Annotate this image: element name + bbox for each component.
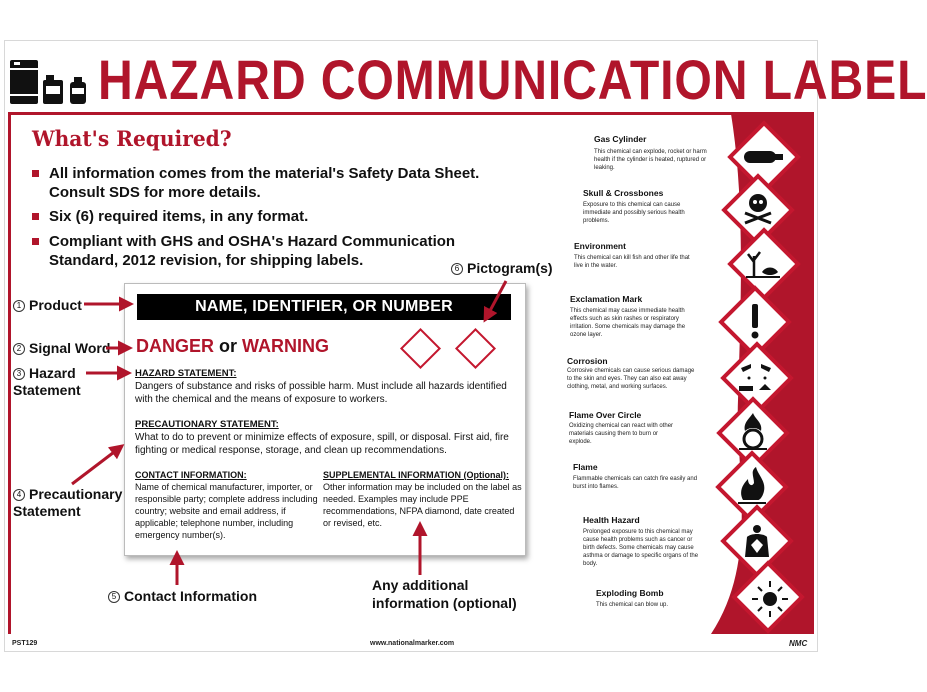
callout-text: Hazard Statement [13, 365, 81, 398]
callout-number: 6 [451, 263, 463, 275]
callout-number: 1 [13, 300, 25, 312]
callout-text: Pictogram(s) [467, 260, 553, 276]
callout-text: Product [29, 297, 82, 313]
pictogram-desc: Flammable chemicals can catch fire easily and burst into flames. [573, 476, 698, 490]
section-heading: What's Required? [32, 126, 232, 151]
callout-number: 3 [13, 368, 25, 380]
precaution-heading: PRECAUTIONARY STATEMENT: [135, 419, 279, 430]
health-hazard-icon [723, 507, 791, 575]
contact-heading: CONTACT INFORMATION: [135, 470, 247, 480]
pictogram-name: Flame [573, 462, 598, 472]
website-link: www.nationalmarker.com [370, 640, 455, 647]
callout-number: 4 [13, 489, 25, 501]
callout-additional: Any additional information (optional) [372, 577, 517, 611]
brand-logo: NMC [789, 639, 808, 648]
pictogram-name: Environment [574, 241, 626, 251]
callout-number: 2 [13, 343, 25, 355]
pictogram-name: Gas Cylinder [594, 134, 647, 144]
page-title: HAZARD COMMUNICATION LABEL [98, 48, 927, 111]
bullet-text: Six (6) required items, in any format. [49, 208, 309, 225]
pictogram-name: Flame Over Circle [569, 410, 642, 420]
contact-body: Name of chemical manufacturer, importer, or responsible party; complete address including country; website and email address, if applicable; telephone number, including emergency number(s). [135, 482, 318, 540]
pictogram-desc: Prolonged exposure to this chemical may cause health problems such as cancer or birth defects. Some chemicals may cause asthma or damage to specific organs of the body. [583, 529, 699, 567]
hazard-heading: HAZARD STATEMENT: [135, 368, 237, 379]
precaution-body: What to do to prevent or minimize effects of exposure, spill, or disposal. First aid, fire fighting or medical response, storage, and clean up recommendations. [135, 432, 509, 456]
callout-text: Contact Information [124, 588, 257, 604]
pictogram-desc: This chemical can explode, rocket or harm health if the cylinder is heated, ruptured or leaking. [594, 149, 707, 171]
pictogram-name: Health Hazard [583, 515, 640, 525]
pictogram-desc: This chemical can kill fish and other life that live in the water. [574, 255, 690, 269]
pictogram-name: Exclamation Mark [570, 294, 643, 304]
supplemental-body: Other information may be included on the label as needed. Examples may include PPE recommendations, NFPA diamond, date created or revised, etc. [323, 482, 522, 528]
supplemental-heading: SUPPLEMENTAL INFORMATION (Optional): [323, 470, 509, 480]
product-name-bar: NAME, IDENTIFIER, OR NUMBER [137, 294, 511, 320]
environment-icon [730, 230, 798, 298]
warning-text: WARNING [242, 336, 330, 356]
product-code: PST129 [12, 640, 38, 647]
callout-text: Precautionary Statement [13, 486, 123, 519]
bullet-text: Compliant with GHS and OSHA's Hazard Communication Standard, 2012 revision, for shipping labels. [49, 233, 456, 269]
pictogram-desc: Oxidizing chemical can react with other materials causing them to burn or explode. [569, 423, 674, 445]
pictogram-desc: Exposure to this chemical can cause immediate and possibly serious health problems. [583, 202, 685, 224]
pictogram-name: Exploding Bomb [596, 588, 664, 598]
callout-text: Signal Word [29, 340, 111, 356]
pictogram-desc: This chemical can blow up. [596, 602, 669, 608]
hazard-body: Dangers of substance and risks of possible harm. Must include all hazards identified with the chemical and the means of exposure to workers. [135, 381, 507, 405]
exploding-bomb-icon [734, 563, 802, 631]
callout-number: 5 [108, 591, 120, 603]
pictogram-desc: Corrosive chemicals can cause serious damage to the skin and eyes. They can also eat away clothing, metal, and working surfaces. [567, 368, 695, 390]
danger-text: DANGER [136, 336, 215, 356]
bullet-text: All information comes from the material's Safety Data Sheet. Consult SDS for more details. [49, 165, 480, 201]
pictogram-name: Corrosion [567, 356, 608, 366]
pictogram-name: Skull & Crossbones [583, 188, 664, 198]
or-text: or [219, 336, 238, 356]
pictogram-desc: This chemical may cause immediate health effects such as skin rashes or respiratory irritation. Some chemicals may damage the ozone layer. [570, 308, 686, 338]
